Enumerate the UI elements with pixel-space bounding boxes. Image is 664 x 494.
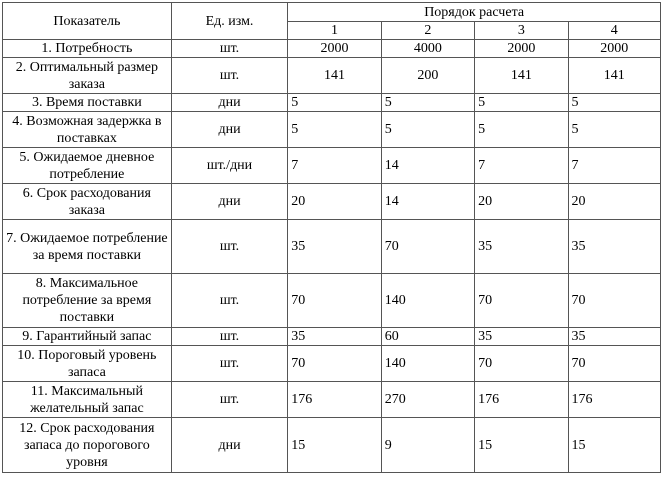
row-value-4: 15 xyxy=(568,418,660,473)
row-indicator: 7. Ожидаемое потребление за время поставки xyxy=(3,220,172,274)
row-value-3: 141 xyxy=(475,58,568,94)
header-unit: Ед. изм. xyxy=(171,3,288,40)
table-row xyxy=(3,94,661,112)
row-indicator: 10. Пороговый уровень запаса xyxy=(3,346,172,382)
row-value-4: 7 xyxy=(568,148,660,184)
row-value-1: 5 xyxy=(288,94,381,112)
row-value-1: 176 xyxy=(288,382,381,418)
row-indicator: 3. Время поставки xyxy=(3,94,172,112)
row-unit: шт. xyxy=(171,328,288,346)
row-indicator: 6. Срок расходования заказа xyxy=(3,184,172,220)
row-value-2: 14 xyxy=(381,148,474,184)
row-indicator: 1. Потребность xyxy=(3,40,172,58)
row-indicator: 8. Максимальное потребление за время поставки xyxy=(3,274,172,328)
header-column-3: 3 xyxy=(475,22,568,40)
table-row xyxy=(3,418,661,473)
header-indicator: Показатель xyxy=(3,3,172,40)
row-unit: шт. xyxy=(171,346,288,382)
table-row xyxy=(3,40,661,58)
header-column-2: 2 xyxy=(381,22,474,40)
row-value-3: 2000 xyxy=(475,40,568,58)
header-order: Порядок расчета xyxy=(288,3,661,22)
row-unit: шт. xyxy=(171,382,288,418)
row-unit: дни xyxy=(171,418,288,473)
row-value-1: 141 xyxy=(288,58,381,94)
row-value-2: 5 xyxy=(381,94,474,112)
row-unit: шт./дни xyxy=(171,148,288,184)
row-value-1: 70 xyxy=(288,346,381,382)
row-value-2: 140 xyxy=(381,346,474,382)
table-row xyxy=(3,148,661,184)
row-value-2: 270 xyxy=(381,382,474,418)
table-row xyxy=(3,328,661,346)
row-value-2: 200 xyxy=(381,58,474,94)
row-value-3: 70 xyxy=(475,274,568,328)
row-value-4: 5 xyxy=(568,94,660,112)
row-indicator: 12. Срок расходования запаса до порогового уровня xyxy=(3,418,172,473)
row-indicator: 11. Максимальный желательный запас xyxy=(3,382,172,418)
row-value-3: 5 xyxy=(475,112,568,148)
row-value-4: 20 xyxy=(568,184,660,220)
row-value-4: 2000 xyxy=(568,40,660,58)
row-value-3: 176 xyxy=(475,382,568,418)
row-value-1: 5 xyxy=(288,112,381,148)
row-value-4: 35 xyxy=(568,220,660,274)
row-unit: шт. xyxy=(171,274,288,328)
row-value-4: 70 xyxy=(568,274,660,328)
table-body xyxy=(3,40,661,473)
row-unit: шт. xyxy=(171,58,288,94)
calculation-table xyxy=(2,2,661,473)
row-value-2: 70 xyxy=(381,220,474,274)
row-unit: дни xyxy=(171,112,288,148)
row-value-1: 7 xyxy=(288,148,381,184)
row-value-1: 20 xyxy=(288,184,381,220)
row-value-1: 70 xyxy=(288,274,381,328)
table-header xyxy=(3,3,661,40)
row-value-3: 7 xyxy=(475,148,568,184)
table-row xyxy=(3,274,661,328)
row-indicator: 9. Гарантийный запас xyxy=(3,328,172,346)
row-value-3: 35 xyxy=(475,220,568,274)
row-value-3: 35 xyxy=(475,328,568,346)
row-value-1: 2000 xyxy=(288,40,381,58)
row-value-4: 35 xyxy=(568,328,660,346)
row-value-3: 70 xyxy=(475,346,568,382)
table-row xyxy=(3,112,661,148)
row-value-4: 176 xyxy=(568,382,660,418)
row-value-4: 5 xyxy=(568,112,660,148)
row-value-2: 60 xyxy=(381,328,474,346)
table-row xyxy=(3,346,661,382)
row-value-3: 20 xyxy=(475,184,568,220)
row-unit: дни xyxy=(171,184,288,220)
row-unit: дни xyxy=(171,94,288,112)
row-value-2: 5 xyxy=(381,112,474,148)
table-row xyxy=(3,58,661,94)
row-unit: шт. xyxy=(171,40,288,58)
row-indicator: 5. Ожидаемое дневное потребление xyxy=(3,148,172,184)
row-indicator: 4. Возможная задержка в поставках xyxy=(3,112,172,148)
row-value-2: 14 xyxy=(381,184,474,220)
row-value-3: 5 xyxy=(475,94,568,112)
row-value-2: 140 xyxy=(381,274,474,328)
row-value-2: 4000 xyxy=(381,40,474,58)
row-value-1: 15 xyxy=(288,418,381,473)
row-value-3: 15 xyxy=(475,418,568,473)
header-column-1: 1 xyxy=(288,22,381,40)
table-row xyxy=(3,184,661,220)
row-unit: шт. xyxy=(171,220,288,274)
row-value-1: 35 xyxy=(288,328,381,346)
header-column-4: 4 xyxy=(568,22,660,40)
table-row xyxy=(3,220,661,274)
row-indicator: 2. Оптимальный размер заказа xyxy=(3,58,172,94)
row-value-2: 9 xyxy=(381,418,474,473)
row-value-4: 70 xyxy=(568,346,660,382)
row-value-1: 35 xyxy=(288,220,381,274)
table-row xyxy=(3,382,661,418)
row-value-4: 141 xyxy=(568,58,660,94)
